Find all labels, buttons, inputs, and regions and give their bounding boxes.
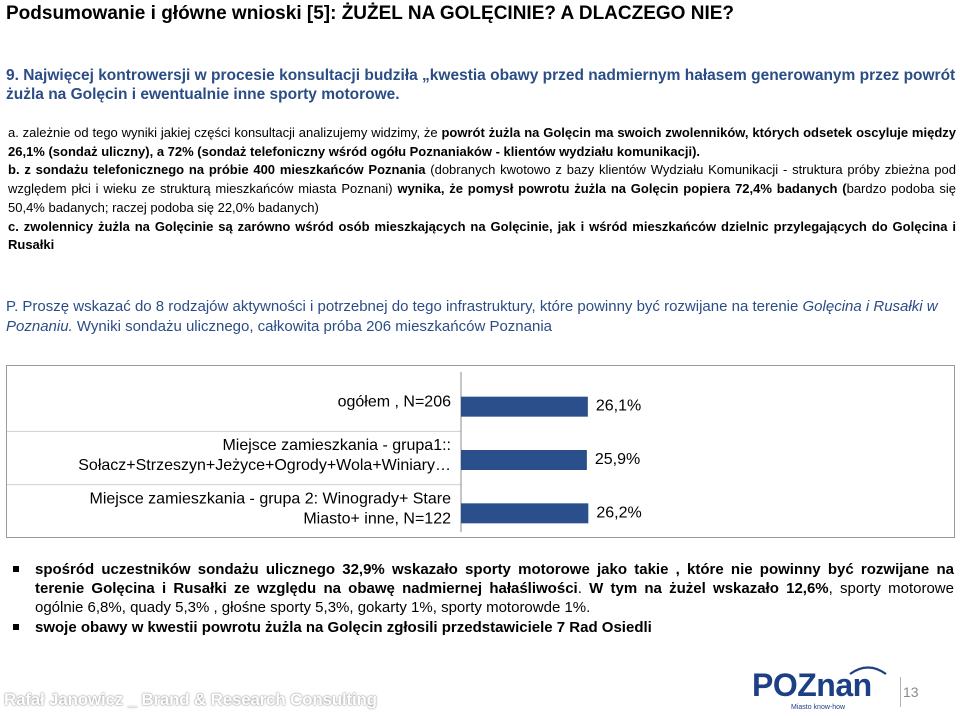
bar-chart: [6, 365, 955, 538]
bullet-item-2: [10, 618, 954, 637]
bar: [461, 397, 588, 417]
bullet-1-period: .: [577, 580, 582, 597]
finding-b-lead: b. z sondażu telefonicznego na próbie 400 mieszkańców Poznania: [8, 162, 426, 178]
footer-author: Rafał Janowicz _ Brand & Research Consulting: [4, 690, 377, 709]
footer-divider: [900, 677, 901, 707]
bullet-1-breakdown: , sporty motorowe ogólnie 6,8%, quady 5,3% , głośne sporty 5,3%, gokarty 1%, sporty motorowde 1%.: [35, 580, 954, 616]
bullet-item-1: [10, 560, 954, 617]
logo-tagline: Miasto know-how: [791, 704, 846, 711]
finding-a: [8, 124, 956, 161]
bar: [461, 503, 588, 523]
finding-b-note: (dobranych kwotowo z bazy klientów Wydziału Komunikacji - struktura próby zbieżna pod względem płci i wieku ze strukturą mieszkańców miasta Poznani): [8, 162, 956, 197]
bullet-list: [10, 560, 954, 638]
findings-block: [8, 124, 956, 255]
finding-a-bold: powrót żużla na Golęcin ma swoich zwolenników, których odsetek oscyluje między 26,1% (sondaż uliczny), a 72% (sondaż telefoniczny wśród ogółu Poznaniaków - klientów wydziału komunikacji).: [8, 125, 956, 159]
category-label: Miasto+ inne, N=122: [303, 510, 451, 528]
page-title: Podsumowanie i główne wnioski [5]: ŻUŻEL NA GOLĘCINIE? A DLACZEGO NIE?: [6, 3, 735, 24]
question-part1: P. Proszę wskazać do 8 rodzajów aktywności i potrzebnej do tego infrastruktury, które powinny być rozwijane na terenie: [6, 298, 803, 315]
bullet-1-speedway: W tym na żużel wskazało 12,6%: [581, 580, 829, 597]
finding-a-intro: a. zależnie od tego wyniki jakiej części konsultacji analizujemy widzimy, że: [8, 125, 442, 140]
bar-value-label: 25,9%: [594, 451, 641, 468]
logo-wordmark: POZnan: [752, 667, 872, 703]
bullet-square-icon: [13, 624, 19, 630]
finding-b-result: wynika, że pomysł powrotu żużla na Golęcin popiera 72,4% badanych (: [397, 181, 847, 197]
bullet-square-icon: [13, 566, 19, 572]
bar: [461, 450, 587, 470]
question-place: Golęcina i Rusałki w Poznaniu.: [6, 298, 938, 335]
poznan-logo: [752, 665, 904, 713]
bar-chart-svg: [7, 366, 954, 537]
point-9-text: 9. Najwięcej kontrowersji w procesie konsultacji budziła „kwestia obawy przed nadmiernym hałasem generowanym przez powrót żużla na Golęcin i ewentualnie inne sporty motorowe.: [6, 67, 956, 103]
category-label: ogółem , N=206: [337, 393, 451, 411]
bullet-1-lead: spośród uczestników sondażu ulicznego 32,9% wskazało sporty motorowe jako takie , które nie powinny być rozwijane na terenie Golęcina i Rusałki ze względu na obawę nadmiernej hałaśliwości: [35, 561, 954, 597]
category-label: Miejsce zamieszkania - grupa1::: [222, 437, 451, 454]
category-label: Miejsce zamieszkania - grupa 2: Winogrady+ Stare: [89, 490, 451, 508]
bar-value-label: 26,1%: [595, 397, 642, 415]
category-label: Sołacz+Strzeszyn+Jeżyce+Ogrody+Wola+Winiary…: [78, 457, 451, 474]
finding-c: c. zwolennicy żużla na Golęcinie są zarówno wśród osób mieszkających na Golęcinie, jak i wśród mieszkańców dzielnic przylegających do Golęcina i Rusałki: [8, 218, 956, 253]
survey-question: [6, 297, 946, 336]
bar-value-label: 26,2%: [596, 504, 642, 522]
page-number: 13: [903, 684, 919, 700]
finding-b-detail: bardzo podoba się 50,4% badanych; raczej podoba się 22,0% badanych): [8, 181, 956, 215]
question-part3: Wyniki sondażu ulicznego, całkowita próba 206 mieszkańców Poznania: [72, 317, 553, 335]
bullet-2-text: swoje obawy w kwestii powrotu żużla na Golęcin zgłosili przedstawiciele 7 Rad Osiedli: [35, 619, 652, 636]
finding-b: [8, 161, 956, 217]
